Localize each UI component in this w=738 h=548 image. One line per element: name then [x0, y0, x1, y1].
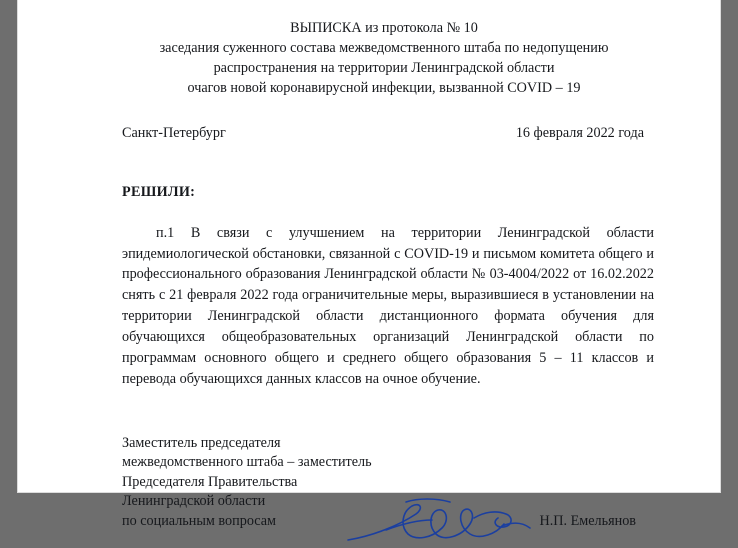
body-paragraph: п.1 В связи с улучшением на территории Ленинградской области эпидемиологической обстановки, связанной с COVID-19 и письмом комитета общего и профессионального образования Ленинградской области № 03-4004/2022 от 16.02.2022 снять с 21 февраля 2022 года ограничительные меры, выразившиеся в установлении на территории Ленинградской области дистанционного формата обучения для обучающихся общеобразовательных организаций Ленинградской области по программам основного общего и среднего общего образования 5 – 11 классов и перевода обучающихся данных классов на очное обучение. — [122, 224, 654, 387]
signature-line-5: по социальным вопросам — [122, 513, 277, 529]
signatory-name: Н.П. Емельянов — [539, 513, 636, 529]
date-label: 16 февраля 2022 года — [515, 124, 644, 141]
header-line-2: заседания суженного состава межведомственного штаба по недопущению — [159, 40, 609, 57]
document-page — [18, 0, 720, 529]
signature-block — [114, 434, 654, 532]
document-meta — [114, 125, 654, 142]
decision-heading: РЕШИЛИ: — [122, 183, 196, 200]
header-line-1: ВЫПИСКА из протокола № 10 — [290, 20, 478, 36]
city-label: Санкт-Петербург — [122, 124, 226, 141]
signature-line-2: межведомственного штаба – заместитель — [122, 454, 372, 471]
signature-line-3: Председателя Правительства — [122, 473, 298, 490]
header-line-4: очагов новой коронавирусной инфекции, вызванной COVID – 19 — [187, 80, 581, 97]
signature-line-1: Заместитель председателя — [122, 434, 281, 451]
document-body — [18, 0, 720, 532]
document-header — [114, 18, 654, 99]
signature-line-4: Ленинградской области — [122, 493, 266, 510]
header-line-3: распространения на территории Ленинградской области — [213, 60, 555, 77]
